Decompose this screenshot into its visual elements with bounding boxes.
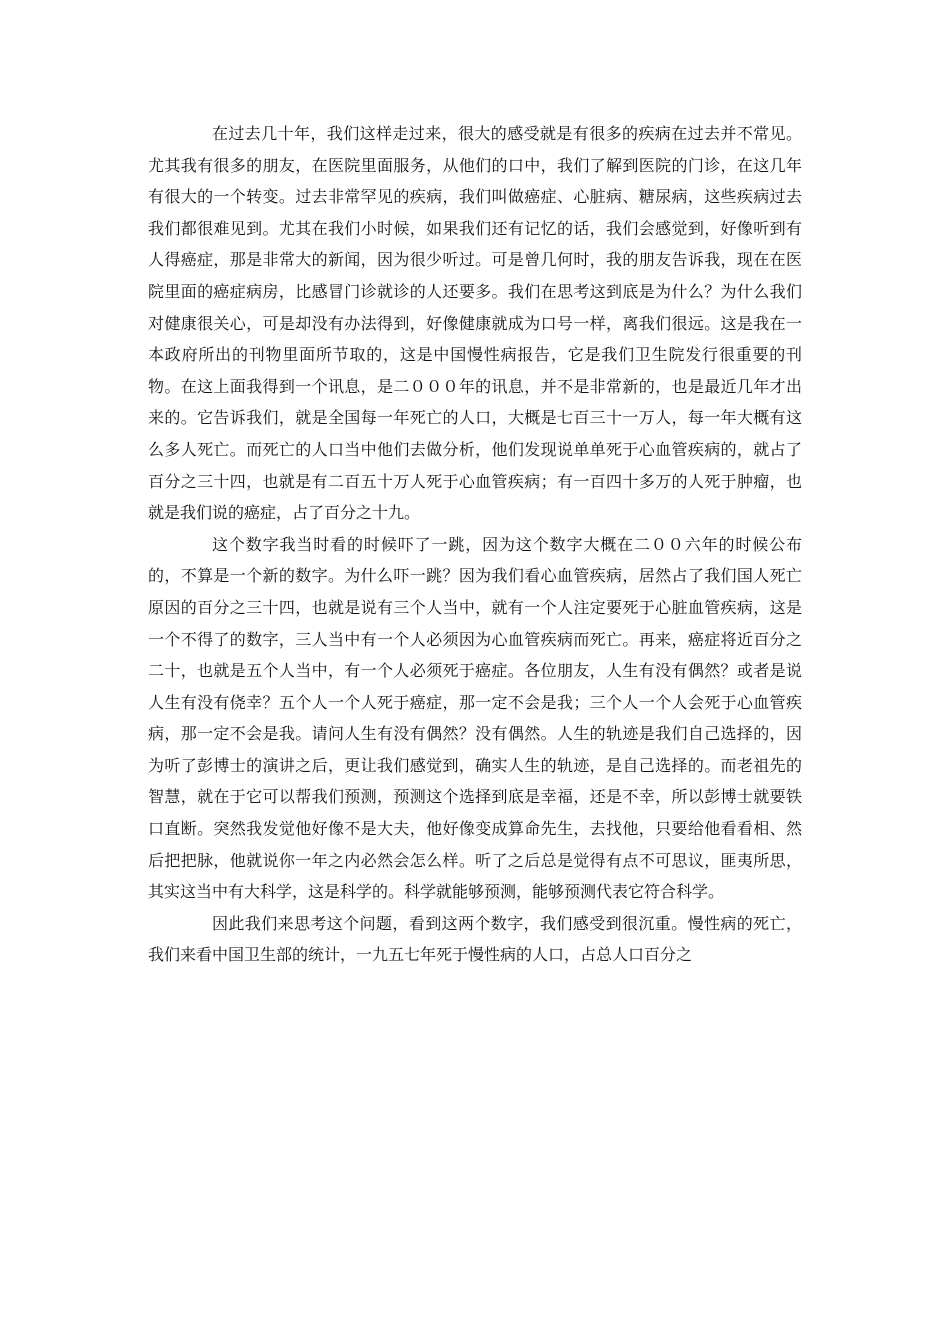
paragraph-2: 这个数字我当时看的时候吓了一跳，因为这个数字大概在二００六年的时候公布的，不算是一个新的数字。为什么吓一跳？因为我们看心血管疾病，居然占了我们国人死亡原因的百分之三十四，也就是说有三个人当中，就有一个人注定要死于心脏血管疾病，这是一个不得了的数字，三人当中有一个人必须因为心血管疾病而死亡。再来，癌症将近百分之二十，也就是五个人当中，有一个人必须死于癌症。各位朋友，人生有没有偶然？或者是说人生有没有侥幸？五个人一个人死于癌症，那一定不会是我；三个人一个人会死于心血管疾病，那一定不会是我。请问人生有没有偶然？没有偶然。人生的轨迹是我们自己选择的，因为听了彭博士的演讲之后，更让我们感觉到，确实人生的轨迹，是自己选择的。而老祖先的智慧，就在于它可以帮我们预测，预测这个选择到底是幸福，还是不幸，所以彭博士就要铁口直断。突然我发觉他好像不是大夫，他好像变成算命先生，去找他，只要给他看看相、然后把把脉，他就说你一年之内必然会怎么样。听了之后总是觉得有点不可思议，匪夷所思，其实这当中有大科学，这是科学的。科学就能够预测，能够预测代表它符合科学。: [148, 534, 802, 902]
paragraph-3: 因此我们来思考这个问题，看到这两个数字，我们感受到很沉重。慢性病的死亡，我们来看中国卫生部的统计，一九五七年死于慢性病的人口，占总人口百分之: [148, 913, 802, 965]
paragraph-1: 在过去几十年，我们这样走过来，很大的感受就是有很多的疾病在过去并不常见。尤其我有很多的朋友，在医院里面服务，从他们的口中，我们了解到医院的门诊，在这几年有很大的一个转变。过去非常罕见的疾病，我们叫做癌症、心脏病、糖尿病，这些疾病过去我们都很难见到。尤其在我们小时候，如果我们还有记忆的话，我们会感觉到，好像听到有人得癌症，那是非常大的新闻，因为很少听过。可是曾几何时，我的朋友告诉我，现在在医院里面的癌症病房，比感冒门诊就诊的人还要多。我们在思考这到底是为什么？为什么我们对健康很关心，可是却没有办法得到，好像健康就成为口号一样，离我们很远。这是我在一本政府所出的刊物里面所节取的，这是中国慢性病报告，它是我们卫生院发行很重要的刊物。在这上面我得到一个讯息，是二０００年的讯息，并不是非常新的，也是最近几年才出来的。它告诉我们，就是全国每一年死亡的人口，大概是七百三十一万人，每一年大概有这么多人死亡。而死亡的人口当中他们去做分析，他们发现说单单死于心血管疾病的，就占了百分之三十四，也就是有二百五十万人死于心血管疾病；有一百四十多万的人死于肿瘤，也就是我们说的癌症，占了百分之十九。: [148, 124, 802, 523]
body-text: [148, 118, 802, 971]
